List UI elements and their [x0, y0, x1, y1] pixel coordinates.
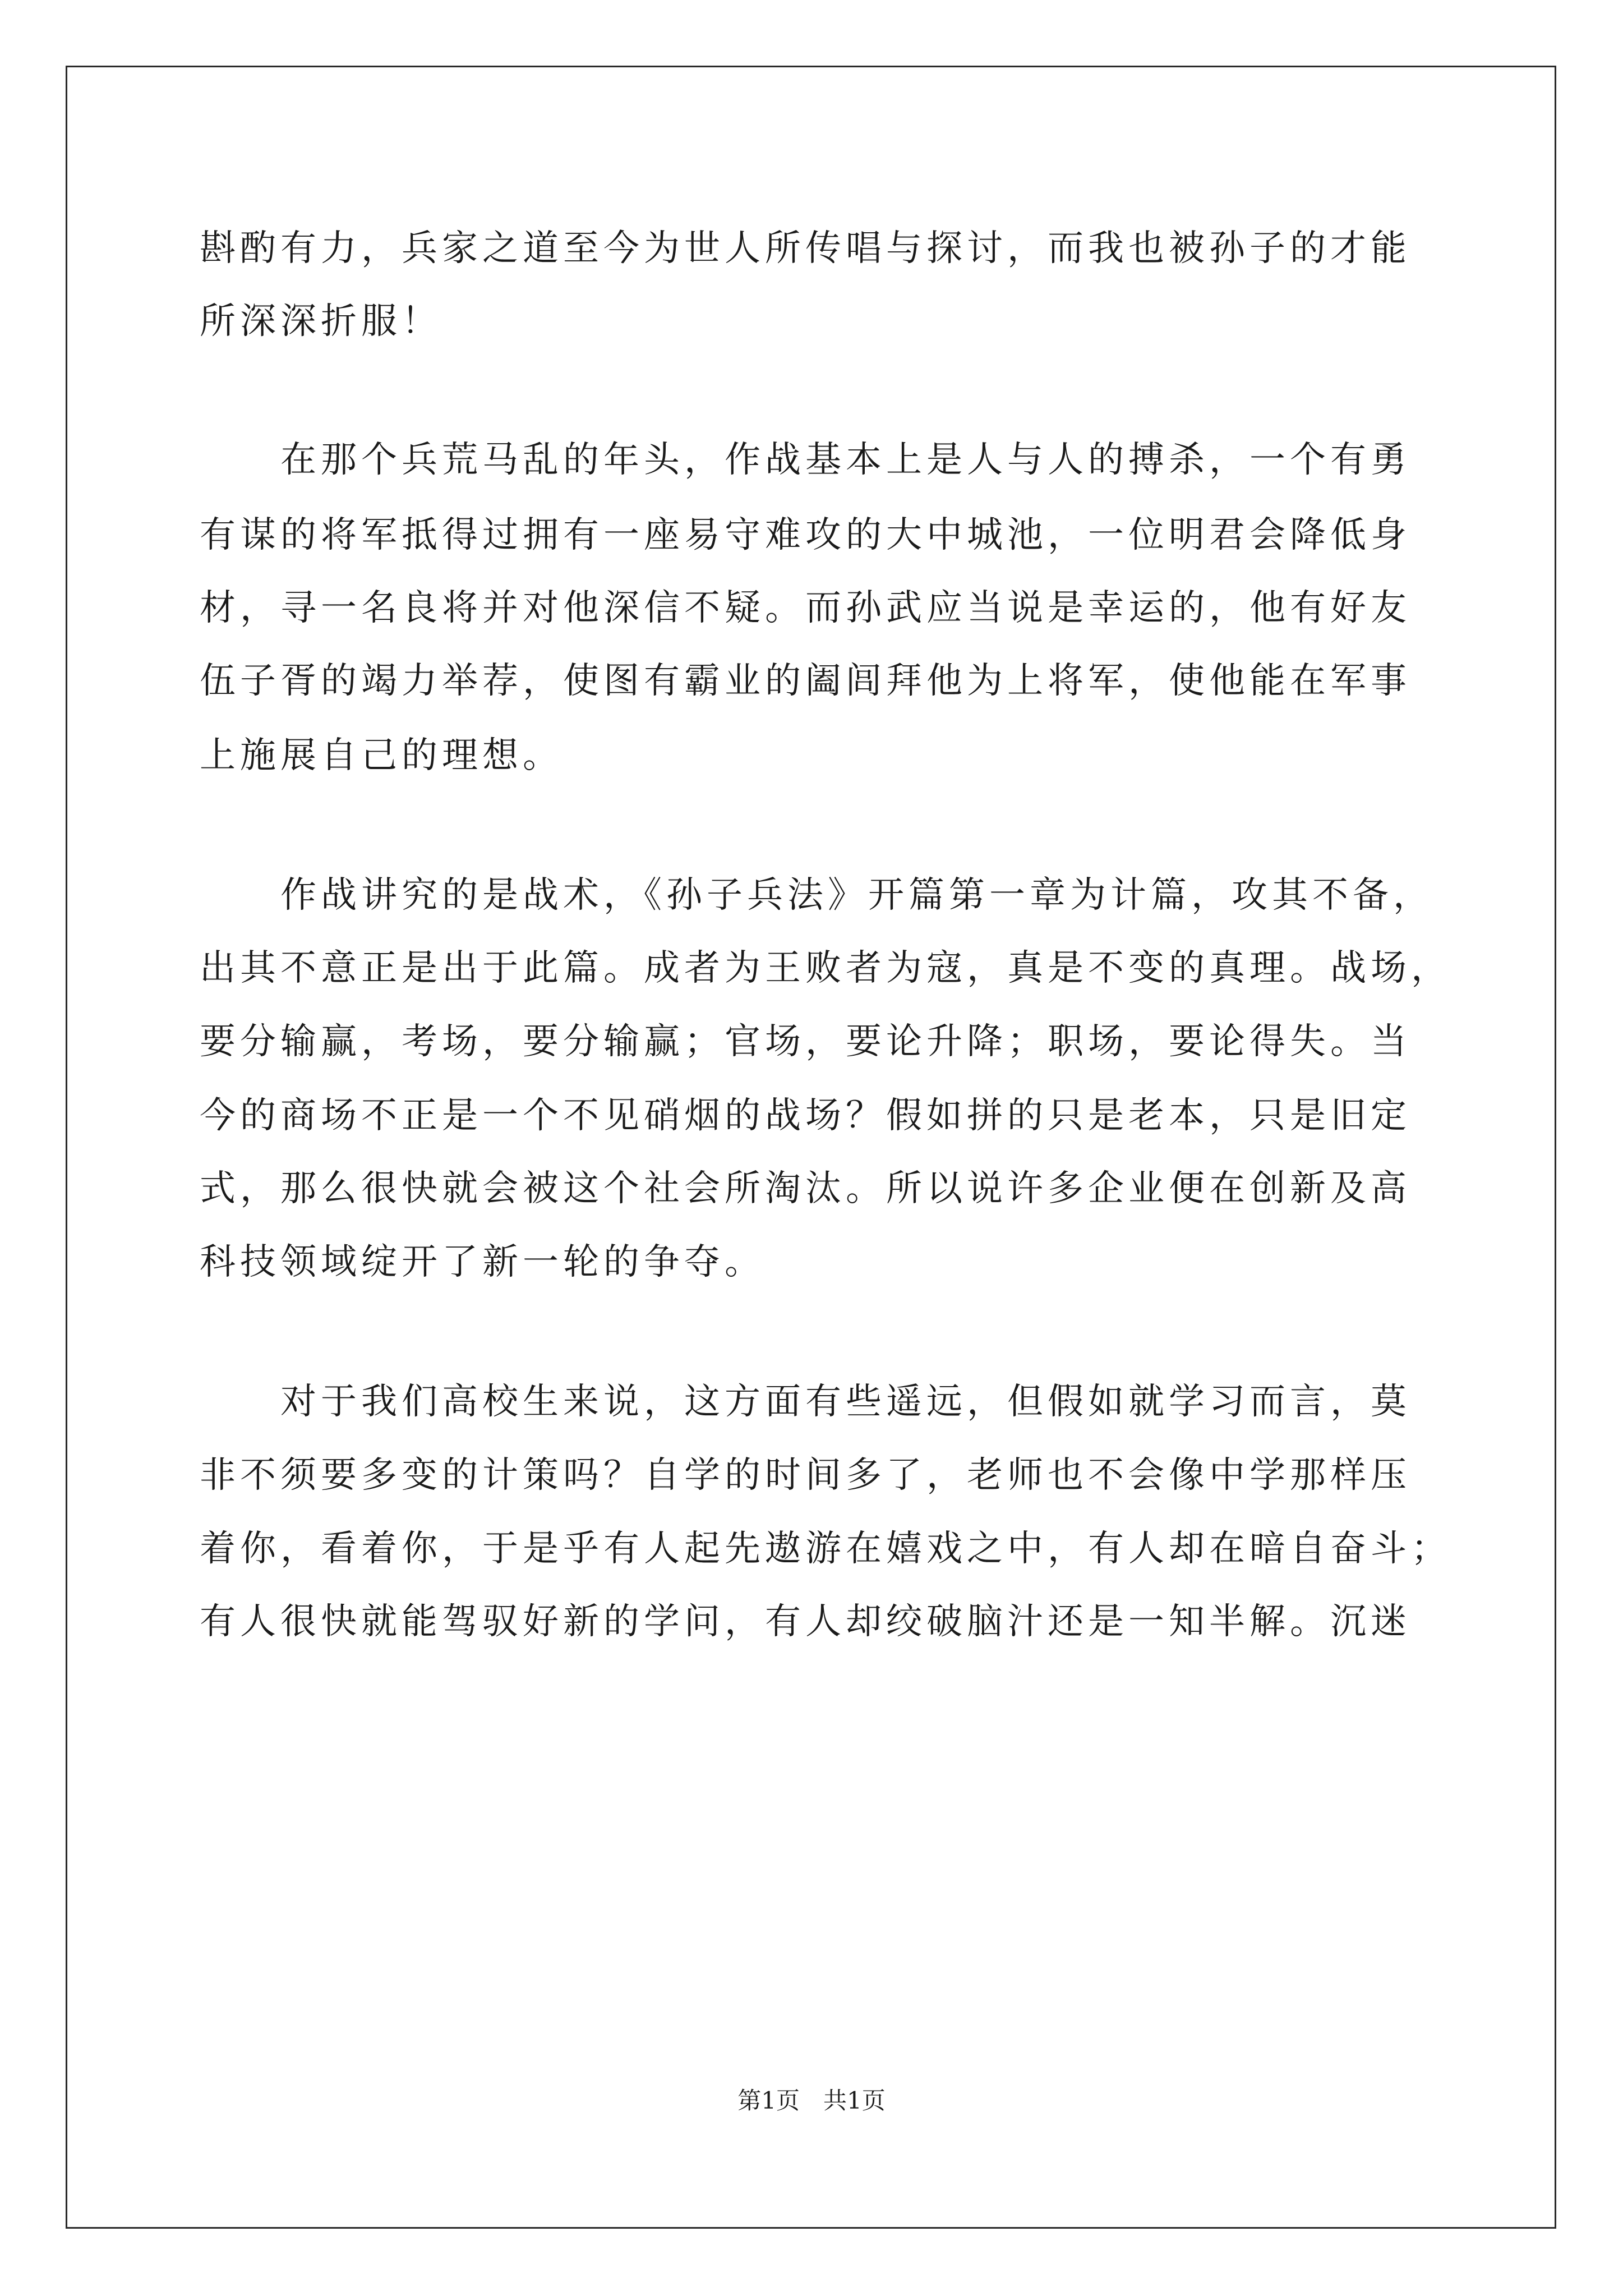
- text-line: 对于我们高校生来说，这方面有些遥远，但假如就学习而言，莫: [200, 1381, 1411, 1423]
- text-line: 有人很快就能驾驭好新的学问，有人却绞破脑汁还是一知半解。沉迷: [200, 1601, 1411, 1642]
- text-line: 在那个兵荒马乱的年头，作战基本上是人与人的搏杀，一个有勇: [200, 439, 1411, 481]
- text-line: 伍子胥的竭力举荐，使图有霸业的阖闾拜他为上将军，使他能在军事: [200, 660, 1411, 702]
- text-line: 今的商场不正是一个不见硝烟的战场？假如拼的只是老本，只是旧定: [200, 1095, 1411, 1137]
- text-line: 材，寻一名良将并对他深信不疑。而孙武应当说是幸运的，他有好友: [200, 587, 1411, 629]
- text-line: 非不须要多变的计策吗？自学的时间多了，老师也不会像中学那样压: [200, 1455, 1411, 1496]
- page-footer: 第1页 共1页: [737, 2087, 886, 2114]
- text-line: 着你，看着你，于是乎有人起先遨游在嬉戏之中，有人却在暗自奋斗；: [200, 1528, 1451, 1570]
- text-line: 斟酌有力，兵家之道至今为世人所传唱与探讨，而我也被孙子的才能: [200, 228, 1411, 269]
- text-line: 有谋的将军抵得过拥有一座易守难攻的大中城池，一位明君会降低身: [200, 514, 1411, 556]
- text-line: 科技领域绽开了新一轮的争夺。: [200, 1241, 765, 1283]
- text-line: 作战讲究的是战术，《孙子兵法》开篇第一章为计篇，攻其不备，: [200, 875, 1433, 916]
- text-line: 式，那么很快就会被这个社会所淘汰。所以说许多企业便在创新及高: [200, 1168, 1411, 1209]
- text-line: 出其不意正是出于此篇。成者为王败者为寇，真是不变的真理。战场，: [200, 947, 1451, 989]
- text-line: 所深深折服！: [200, 301, 442, 342]
- text-line: 上施展自己的理想。: [200, 735, 563, 776]
- page-border: [66, 66, 1556, 2229]
- text-line: 要分输赢，考场，要分输赢；官场，要论升降；职场，要论得失。当: [200, 1021, 1411, 1062]
